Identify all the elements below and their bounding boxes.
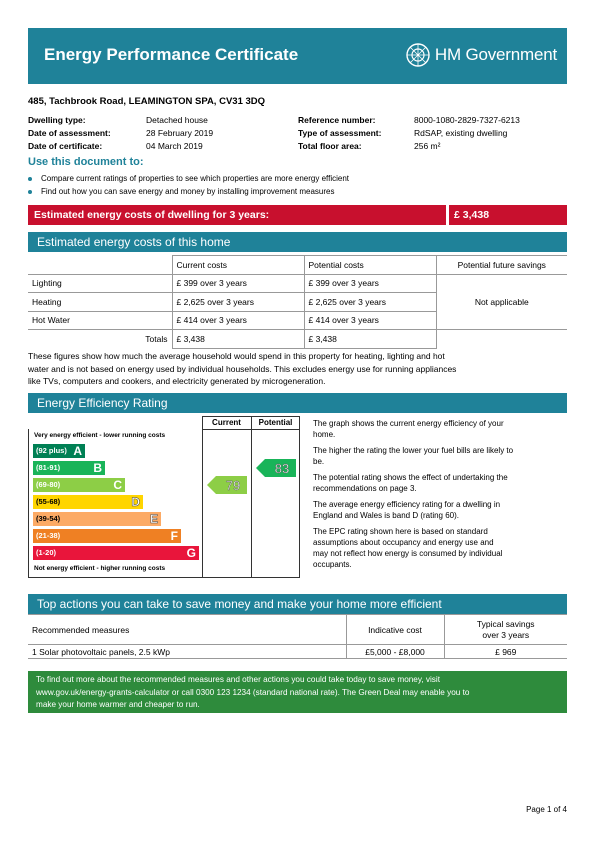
total-potential: £ 3,438 bbox=[304, 330, 436, 349]
cell-current: £ 414 over 3 years bbox=[172, 311, 304, 330]
cell-current: £ 399 over 3 years bbox=[172, 274, 304, 293]
actions-table bbox=[28, 614, 567, 659]
use-bullet: Find out how you can save energy and money by installing improvement measures bbox=[28, 187, 335, 196]
band-range: (69-80) bbox=[36, 480, 61, 489]
column-header-potential: Potential costs bbox=[304, 256, 436, 275]
table-header-row bbox=[28, 615, 567, 645]
hm-government-logo bbox=[405, 42, 557, 68]
divider bbox=[446, 205, 449, 225]
rating-paragraph: The graph shows the current energy efficiency of your home. bbox=[313, 419, 504, 439]
column-header-savings: Typical savings over 3 years bbox=[444, 615, 567, 645]
cell-cost: £5,000 - £8,000 bbox=[346, 645, 444, 659]
cell-measure: 1 Solar photovoltaic panels, 2.5 kWp bbox=[28, 645, 346, 659]
rating-arrows bbox=[28, 416, 300, 578]
estimated-cost-label: Estimated energy costs of dwelling for 3 years: bbox=[34, 209, 270, 221]
page-number: Page 1 of 4 bbox=[526, 805, 567, 814]
band-letter: B bbox=[93, 461, 102, 475]
cell-current: £ 2,625 over 3 years bbox=[172, 293, 304, 312]
page-title: Energy Performance Certificate bbox=[44, 45, 299, 64]
energy-rating-chart bbox=[28, 416, 300, 578]
reference-label: Reference number: bbox=[298, 115, 376, 125]
type-assessment-label: Type of assessment: bbox=[298, 128, 382, 138]
cell-potential: £ 414 over 3 years bbox=[304, 311, 436, 330]
costs-table bbox=[28, 255, 567, 349]
logo-text: HM Government bbox=[434, 45, 557, 64]
column-current: Current bbox=[212, 418, 241, 427]
band-range: (21-38) bbox=[36, 531, 61, 540]
more-info-box: To find out more about the recommended measures and other actions you could take today to save money, visit www.gov.uk/energy-grants-calculator or call 0300 123 1234 (standard national rate). The Green Deal may enable you to make your home warmer and cheaper to run. bbox=[28, 671, 567, 713]
band-letter: D bbox=[131, 495, 140, 509]
table-cell bbox=[436, 330, 567, 349]
row-label: Heating bbox=[28, 293, 172, 312]
rating-paragraph: The higher the rating the lower your fuel bills are likely to be. bbox=[313, 446, 514, 466]
cell-potential: £ 2,625 over 3 years bbox=[304, 293, 436, 312]
band-letter: F bbox=[170, 529, 178, 543]
band-range: (55-68) bbox=[36, 497, 61, 506]
rating-section-header: Energy Efficiency Rating bbox=[28, 393, 567, 413]
band-range: (39-54) bbox=[36, 514, 61, 523]
rating-paragraph: The EPC rating shown here is based on standard assumptions about occupancy and energy use and may not reflect how energy is consumed by individual occupants. bbox=[313, 527, 503, 569]
cell-savings: Not applicable bbox=[436, 274, 567, 330]
bullet-icon bbox=[28, 177, 32, 181]
table-cell bbox=[28, 256, 172, 275]
chart-top-note: Very energy efficient - lower running costs bbox=[34, 432, 166, 439]
band-letter: E bbox=[149, 512, 158, 526]
page-header bbox=[28, 28, 567, 84]
band-range: (1-20) bbox=[36, 548, 57, 557]
table-row bbox=[28, 274, 567, 293]
type-assessment-value: RdSAP, existing dwelling bbox=[414, 128, 508, 138]
reference-value: 8000-1080-2829-7327-6213 bbox=[414, 115, 520, 125]
column-potential: Potential bbox=[258, 418, 293, 427]
dwelling-type-value: Detached house bbox=[146, 115, 208, 125]
band-letter: G bbox=[186, 546, 196, 560]
date-assessment-value: 28 February 2019 bbox=[146, 128, 214, 138]
table-row-totals bbox=[28, 330, 567, 349]
table-row bbox=[28, 645, 567, 659]
estimated-cost-bar bbox=[28, 205, 567, 225]
crest-icon bbox=[405, 42, 431, 68]
floor-area-label: Total floor area: bbox=[298, 141, 362, 151]
floor-area-value: 256 m² bbox=[414, 141, 441, 151]
band-letter: C bbox=[113, 478, 122, 492]
cell-potential: £ 399 over 3 years bbox=[304, 274, 436, 293]
use-document-title: Use this document to: bbox=[28, 156, 144, 168]
costs-section-header: Estimated energy costs of this home bbox=[28, 232, 567, 252]
rating-explanation bbox=[313, 418, 567, 575]
column-header-current: Current costs bbox=[172, 256, 304, 275]
row-label: Lighting bbox=[28, 274, 172, 293]
column-header-measures: Recommended measures bbox=[28, 615, 346, 645]
band-letter: A bbox=[73, 444, 82, 458]
dwelling-type-label: Dwelling type: bbox=[28, 115, 86, 125]
total-current: £ 3,438 bbox=[172, 330, 304, 349]
column-header-cost: Indicative cost bbox=[346, 615, 444, 645]
column-header-savings: Potential future savings bbox=[436, 256, 567, 275]
row-label: Hot Water bbox=[28, 311, 172, 330]
table-header-row bbox=[28, 256, 567, 275]
estimated-cost-value: £ 3,438 bbox=[454, 209, 490, 221]
use-bullet: Compare current ratings of properties to see which properties are more energy efficient bbox=[28, 174, 349, 183]
potential-rating-arrow bbox=[256, 459, 296, 477]
potential-rating-arrow-value: 83 bbox=[274, 461, 290, 476]
current-rating-arrow bbox=[207, 476, 247, 494]
rating-paragraph: The average energy efficiency rating for a dwelling in England and Wales is band D (rating 60). bbox=[313, 500, 501, 520]
band-range: (92 plus) bbox=[36, 446, 67, 455]
date-assessment-label: Date of assessment: bbox=[28, 128, 111, 138]
actions-section-header: Top actions you can take to save money and make your home more efficient bbox=[28, 594, 567, 614]
band-range: (81-91) bbox=[36, 463, 61, 472]
totals-label: Totals bbox=[28, 330, 172, 349]
chart-bottom-note: Not energy efficient - higher running costs bbox=[34, 565, 166, 572]
costs-note: These figures show how much the average household would spend in this property for heating, lighting and hot water and is not based on energy used by individual households. This excludes energy use for running appliances like TVs, computers and cookers, and electricity generated by microgeneration. bbox=[28, 351, 457, 386]
bullet-icon bbox=[28, 190, 32, 194]
rating-paragraph: The potential rating shows the effect of undertaking the recommendations on page 3. bbox=[313, 473, 508, 493]
date-certificate-value: 04 March 2019 bbox=[146, 141, 203, 151]
cell-savings: £ 969 bbox=[444, 645, 567, 659]
date-certificate-label: Date of certificate: bbox=[28, 141, 103, 151]
current-rating-arrow-value: 79 bbox=[225, 478, 241, 493]
property-address: 485, Tachbrook Road, LEAMINGTON SPA, CV31 3DQ bbox=[28, 96, 266, 107]
